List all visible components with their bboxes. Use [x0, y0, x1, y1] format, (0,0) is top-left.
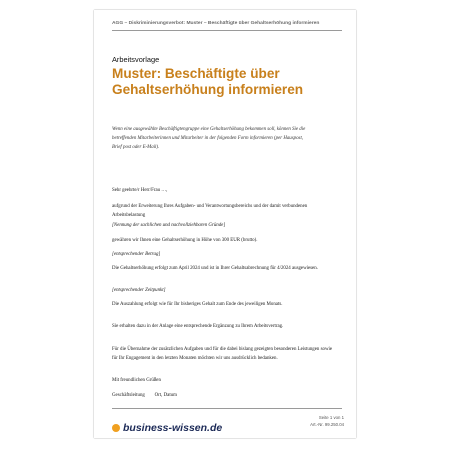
document-kicker: Arbeitsvorlage [112, 55, 160, 64]
logo-text: business-wissen.de [123, 422, 223, 434]
body-paragraph-reason: aufgrund der Erweiterung Ihres Aufgaben- und Verantwortungsbereichs und der damit verbundenen Arbeitsbelastung [112, 204, 308, 218]
closing-greeting: Mit freundlichen Grüßen [112, 378, 161, 383]
footer-meta [310, 415, 344, 428]
placeholder-amount: [entsprechender Betrag] [112, 252, 161, 257]
body-paragraph-contract: Sie erhalten dazu in der Anlage eine entsprechende Ergänzung zu Ihrem Arbeitsvertrag. [112, 324, 284, 329]
placeholder-reason: [Nennung der sachlichen und nachvollziehbaren Gründe] [112, 223, 226, 228]
document-title: Muster: Beschäftigte über Gehaltserhöhung informieren [112, 66, 304, 98]
placeholder-date: [entsprechender Zeitpunkt] [112, 288, 166, 293]
article-number: Art.-Nr. 99.250.04 [310, 421, 344, 427]
body-paragraph-thanks: Für die Übernahme der zusätzlichen Aufgaben und für die dabei bislang gezeigten besonderen Leistungen sowie für Ihr Engagement in den letzten Monaten möchten wir uns ausdrücklich bedanken. [112, 347, 333, 361]
salutation: Sehr geehrte/r Herr/Frau …, [112, 188, 168, 193]
document-intro: Wenn eine ausgewählte Beschäftigtengruppe eine Gehaltserhöhung bekommen soll, können Sie die betreffenden Mitarbeiterinnen und Mitarbeiter in der folgenden Form informieren (per Hauspost, Brief post oder E-Mail). [112, 127, 306, 150]
body-paragraph-date: Die Gehaltserhöhung erfolgt zum April 2024 und ist in Ihrer Gehaltsabrechnung für 4/2024 ausgewiesen. [112, 266, 318, 271]
logo-dot-icon [112, 424, 120, 432]
page-number: Seite 1 von 1 [318, 415, 344, 420]
body-paragraph-payment: Die Auszahlung erfolgt wie für Ihr bisheriges Gehalt zum Ende des jeweiligen Monats. [112, 302, 283, 307]
business-wissen-logo [112, 422, 222, 434]
document-breadcrumb: AGG – Diskriminierungsverbot: Muster – Beschäftigte über Gehaltserhöhung informieren [112, 21, 320, 26]
header-divider [112, 30, 342, 31]
document-page [94, 10, 356, 438]
footer-divider [112, 408, 342, 409]
body-paragraph-amount: gewähren wir Ihnen eine Gehaltserhöhung in Höhe von 300 EUR (brutto). [112, 238, 258, 243]
signature-line: Geschäftsleitung Ort, Datum [112, 393, 177, 398]
